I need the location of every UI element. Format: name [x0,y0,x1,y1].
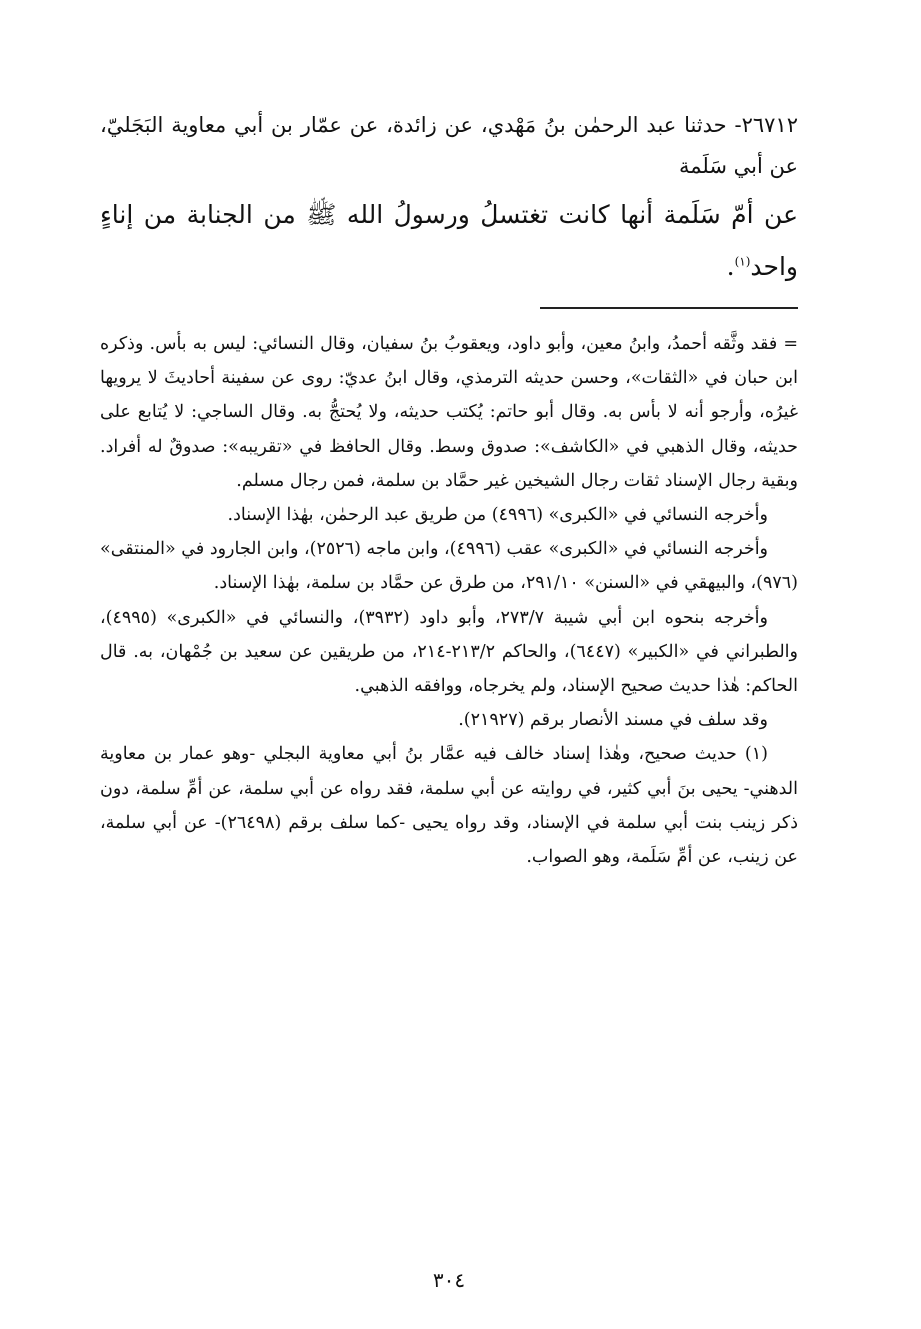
document-page [100,105,798,1295]
hadith-matn-text: عن أمّ سَلَمة أنها كانت تغتسلُ ورسولُ الله ﷺ من الجنابة من إناءٍ واحد [100,200,798,281]
hadith-isnad: ٢٦٧١٢- حدثنا عبد الرحمٰن بنُ مَهْدي، عن زائدة، عن عمّار بن أبي معاوية البَجَليّ، عن أبي سَلَمة [100,113,798,178]
footnote-1: (١) حديث صحيح، وهٰذا إسناد خالف فيه عمَّار بنُ أبي معاوية البجلي -وهو عمار بن معاوية الدهني- يحيى بنَ أبي كثير، في روايته عن أبي سلمة، فقد رواه عن أبي سلمة، عن أمِّ سلمة، دون ذكر زينب بنت أبي سلمة في الإسناد، وقد رواه يحيى -كما سلف برقم (٢٦٤٩٨)- عن أبي سلمة، عن زينب، عن أمِّ سَلَمة، وهو الصواب. [100,744,798,868]
footnote-continuation: = فقد وثَّقه أحمدُ، وابنُ معين، وأبو داود، ويعقوبُ بنُ سفيان، وقال النسائي: ليس به بأس. وذكره ابن حبان في «الثقات»، وحسن حديثه الترمذي، وقال ابنُ عديّ: روى عن سفينة أحاديثَ لا يرويها غيرُه، وأرجو أنه لا بأس به. وقال أبو حاتم: يُكتب حديثه، ولا يُحتجُّ به. وقال الساجي: لا يُتابع على حديثه، وقال الذهبي في «الكاشف»: صدوق وسط. وقال الحافظ في «تقريبه»: صدوقٌ له أفراد. وبقية رجال الإسناد ثقات رجال الشيخين غير حمَّاد بن سلمة، فمن رجال مسلم. [100,334,798,491]
hadith-matn [100,189,798,293]
footnote-paragraph: وأخرجه النسائي في «الكبرى» (٤٩٩٦) من طريق عبد الرحمٰن، بهٰذا الإسناد. [227,505,768,526]
page-number: ٣٠٤ [432,1268,466,1292]
footnote-paragraph: وأخرجه بنحوه ابن أبي شيبة ٢٧٣/٧، وأبو داود (٣٩٣٢)، والنسائي في «الكبرى» (٤٩٩٥)، والطبراني في «الكبير» (٦٤٤٧)، والحاكم ٢١٣/٢-٢١٤، من طريقين عن سعيد بن جُمْهان، به. قال الحاكم: هٰذا حديث صحيح الإسناد، ولم يخرجاه، ووافقه الذهبي. [100,607,798,697]
footnote-marker[interactable]: (١) [734,254,751,269]
hadith-matn-end: . [726,252,735,281]
footnotes [100,327,798,874]
footnote-divider [540,307,798,309]
footnote-paragraph: وقد سلف في مسند الأنصار برقم (٢١٩٢٧). [458,710,768,731]
footnote-paragraph: وأخرجه النسائي في «الكبرى» عقب (٤٩٩٦)، وابن ماجه (٢٥٢٦)، وابن الجارود في «المنتقى» (٩٧٦)، والبيهقي في «السنن» ٢٩١/١٠، من طرق عن حمَّاد بن سلمة، بهٰذا الإسناد. [100,539,798,594]
